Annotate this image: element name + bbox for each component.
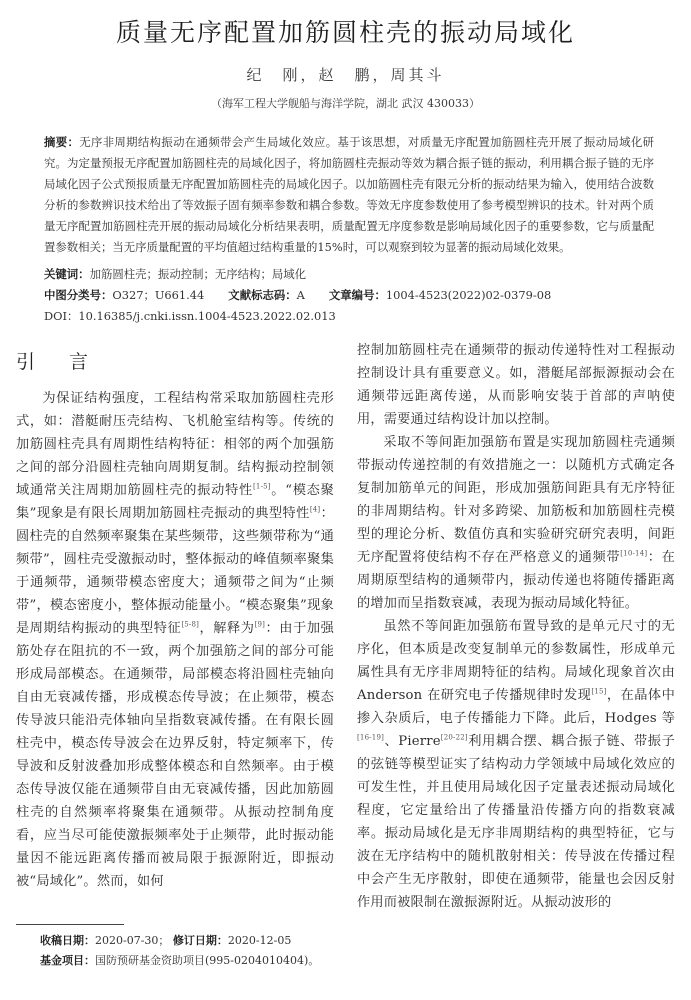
footnote-dates [40,931,691,951]
text-run: ：圆柱壳的自然频率聚集在某些频带，这些频带称为“通频带”，圆柱壳受激振动时，整体振动的峰值频率聚集于通频带，通频带模态密度大；通频带之间为“止频带”，模态密度小，整体振动能量小。“模态聚集”现象是周期结构振动的典型特征 [16,506,335,636]
footnote-divider [16,924,124,925]
doi[interactable]: DOI：10.16385/j.cnki.issn.1004-4523.2022.02.013 [44,309,336,323]
fund-value: 国防预研基金资助项目(995-0204010404)。 [95,954,320,967]
citation[interactable]: [16-19] [357,733,385,742]
text-run: 为保证结构强度，工程结构常采取加筋圆柱壳形式，如：潜艇耐压壳结构、飞机舱室结构等。传统的加筋圆柱壳具有周期性结构特征：相邻的两个加强筋之间的部分沿圆柱壳轴向周期复制。结构振动控制领域通常关注周期加筋圆柱壳的振动特性 [16,391,334,498]
citation[interactable]: [4] [309,505,321,514]
revised-value: 2020-12-05 [227,934,292,947]
paper-title: 质量无序配置加筋圆柱壳的振动局域化 [115,18,575,47]
doc-code-label: 文献标志码： [228,288,297,302]
citation[interactable]: [15] [591,687,607,696]
paragraph [16,387,334,893]
received-value: 2020-07-30； [95,934,170,947]
text-run: ，在晶体中掺入杂质后，电子传播能力下降。此后，Hodges 等 [357,688,675,726]
abstract [44,132,654,258]
paragraph [357,431,675,615]
left-column [16,339,334,893]
clc-label: 中图分类号： [44,288,113,302]
classification-line [44,285,654,306]
received-label: 收稿日期： [40,934,95,947]
clc-value: O327；U661.44 [112,288,205,302]
abstract-text: 无序非周期结构振动在通频带会产生局域化效应。基于该思想，对质量无序配置加筋圆柱壳开展了振动局域化研究。为定量预报无序配置加筋圆柱壳的局域化因子，将加筋圆柱壳振动等效为耦合振子链的振动，利用耦合振子链的无序局域化因子公式预报质量无序配置加筋圆柱壳的局域化因子。以加筋圆柱壳有限元分析的振动结果为输入，使用结合波数分析的参数辨识技术给出了等效振子固有频率参数和耦合参数。等效无序度参数使用了参考模型辨识的技术。针对两个质量无序配置加筋圆柱壳开展的振动局域化分析结果表明，质量配置无序度参数是影响局域化因子的重要参数，它与质量配置参数相关；当无序质量配置的平均值超过结构重量的15%时，可以观察到较为显著的振动局域化效果。 [44,135,654,254]
revised-label: 修订日期： [172,934,228,947]
body-columns [16,339,675,914]
citation[interactable]: [20-22] [440,733,468,742]
paragraph: 控制加筋圆柱壳在通频带的振动传递特性对工程振动控制设计具有重要意义。如，潜艇尾部振源振动会在通频带远距离传递，从而影响安装于首部的声呐使用，需要通过结构设计加以控制。 [357,343,675,427]
citation[interactable]: [10-14] [620,549,648,558]
affiliation: （海军工程大学舰船与海洋学院，湖北 武汉 430033） [211,97,480,110]
citation[interactable]: [9] [254,620,266,629]
paragraph [357,615,675,914]
authors: 纪 刚，赵 鹏，周其斗 [246,66,445,84]
citation[interactable]: [5-8] [181,620,200,629]
text-run: 采取不等间距加强筋布置是实现加筋圆柱壳通频带振动传递控制的有效措施之一：以随机方式确定各复制加筋单元的间距，形成加强筋间距具有无序特征的非周期结构。针对多跨梁、加筋板和加筋圆柱壳模型的理论分析、数值仿真和实验研究研究表明，间距无序配置将使结构不存在严格意义的通频带 [357,435,675,565]
text-run: ：在周期原型结构的通频带内，振动传递也将随传播距离的增加而呈指数衰减，表现为振动局域化特征。 [357,550,675,611]
right-column [357,339,675,914]
text-run: ：由于加强筋处存在阻抗的不一致，两个加强筋之间的部分可能形成局部模态。在通频带，局部模态将沿圆柱壳轴向自由无衰减传播，形成模态传导波；在止频带，模态传导波只能沿壳体轴向呈指数衰减传播。在有限长圆柱壳中，模态传导波会在边界反射，特定频率下，传导波和反射波叠加形成整体模态和自然频率。由于模态传导波仅能在通频带自由无衰减传播，因此加筋圆柱壳的自然频率将聚集在通频带。从振动控制角度看，应当尽可能使激振频率处于止频带，此时振动能量因不能远距离传播而被局限于振源附近，即振动被“局域化”。然而，如何 [16,621,334,889]
article-no-label: 文章编号： [328,288,386,302]
keywords-label: 关键词： [44,267,90,281]
text-run: 虽然不等间距加强筋布置导致的是单元尺寸的无序化，但本质是改变复制单元的参数属性，形成单元属性具有无序非周期特征的结构。局域化现象首次由 Anderson 在研究电子传播规律时发现 [357,619,675,703]
fund-label: 基金项目： [40,954,95,967]
text-run: ，解释为 [199,621,255,636]
citation[interactable]: [1-5] [253,482,271,491]
section-title-introduction: 引 言 [16,351,103,373]
abstract-label: 摘要： [44,135,80,149]
footnote-fund [40,951,691,971]
article-no-value: 1004-4523(2022)02-0379-08 [385,288,552,302]
text-run: 、Pierre [384,734,441,749]
doc-code-value: A [296,288,305,302]
text-run: 。“模态聚集”现象是有限长周期加筋圆柱壳振动的典型特性 [16,483,334,521]
keywords [44,264,654,285]
keywords-value: 加筋圆柱壳；振动控制；无序结构；局域化 [89,267,307,281]
text-run: 利用耦合摆、耦合振子链、带振子的弦链等模型证实了结构动力学领域中局域化效应的可发生性，并且使用局域化因子定量表述振动局域化程度，它定量给出了传播量沿传播方向的指数衰减率。振动局域化是无序非周期结构的典型特征，它与波在无序结构中的随机散射相关：传导波在传播过程中会产生无序散射，即使在通频带，能量也会因反射作用而被限制在激振源附近。从振动波形的 [357,734,675,910]
